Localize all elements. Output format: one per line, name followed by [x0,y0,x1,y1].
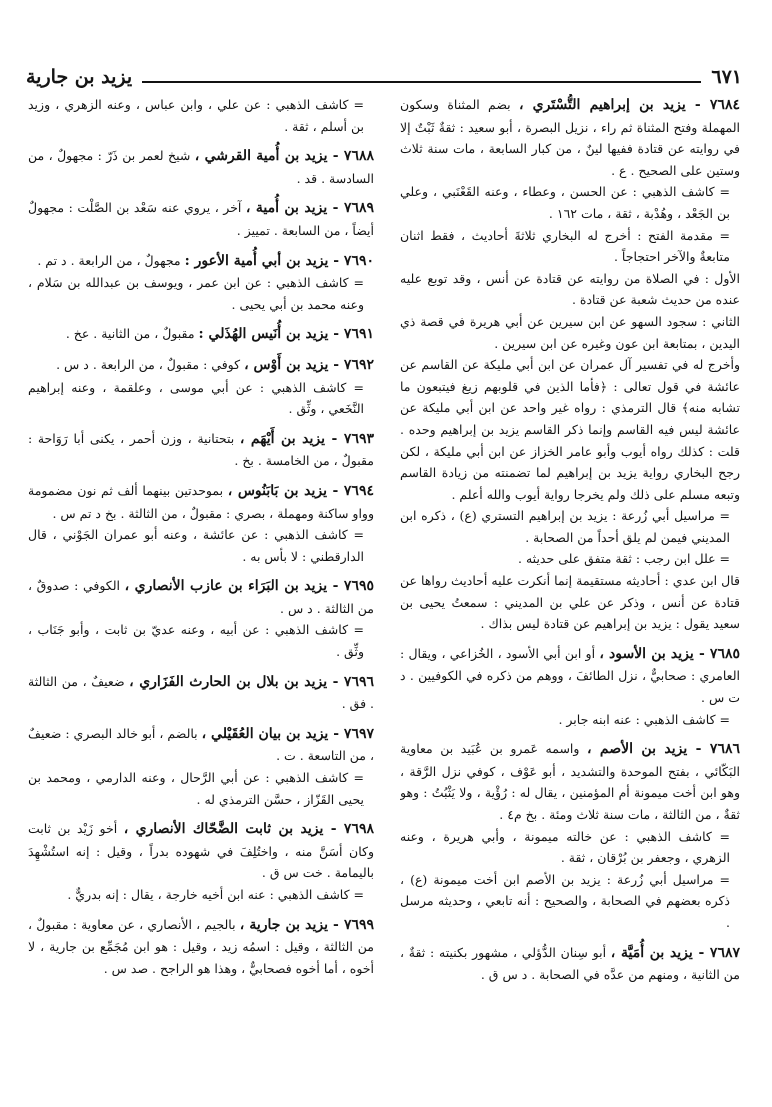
running-head: يزيد بن جارية [26,66,133,88]
entry-text: أخو زَيْد بن ثابت وكان أسَنَّ منه ، واختُلِفَ في شهوده بدراً ، وقيل : إنه استُشْهِدَ باليمامة . خت س ق . [28,821,374,881]
page-number: ٦٧١ [711,66,742,88]
entry-heading: ٧٦٩٥ - يزيد بن البَرَاء بن عازب الأنصاري ، [124,578,374,595]
annotation-line: = علل ابن رجب : ثقة متفق على حديثه . [518,551,730,567]
body-paragraph: قال ابن عدي : أحاديثه مستقيمة إنما أنكرت عليه أحاديث رواها عن قتادة عن أنس ، وذكر عن علي بن المديني : سمعتُ يحيى بن سعيد يقول : يزيد بن إبراهيم عن قتادة ليس بذاك . [400,573,740,632]
entry [28,323,374,346]
annotation-line: = مقدمة الفتح : أخرج له البخاري ثلاثةَ أحاديث ، فقط اثنان متابعةٌ والآخر احتجاجاً . [400,227,730,265]
annotation-line: = كاشف الذهبي : عن ابن عمر ، ويوسف بن عبدالله بن سَلام ، وعنه محمد بن أبي يحيى . [28,275,364,312]
right-column [400,94,740,1094]
entry-text: ضعيفٌ ، من الثالثة . فق . [28,673,374,712]
entry [400,942,740,986]
entry-heading: ٧٦٩٠ - يزيد بن أبي أُمية الأعور : [184,252,374,269]
entry-heading: ٧٦٩٨ - يزيد بن ثابت الضَّحّاك الأنصاري ، [123,821,374,838]
entry [400,643,740,709]
entry-heading: ٧٦٩٦ - يزيد بن بلال بن الحارث الفَزَاري ، [129,673,374,690]
entry [28,818,374,884]
entry [28,914,374,980]
annotation-line: = كاشف الذهبي : عن أبيه ، وعنه عديّ بن ثابت ، وأبو جَنَاب ، وثِّق . [28,622,364,660]
entry-text: مجهولٌ ، من الرابعة . د تم . [37,252,185,268]
entry [28,575,374,619]
entry [28,480,374,524]
entry-text: الكوفي : صدوقٌ ، من الثالثة . د س . [28,578,374,616]
page-header [26,58,742,88]
entry-heading: ٧٦٩٤ - يزيد بن بَابَنُوس ، [227,482,374,499]
annotation-line: = كاشف الذهبي : عن عائشة ، وعنه أبو عمران الجَوْني ، قال الدارقطني : لا بأس به . [28,527,364,564]
annotation-line: = كاشف الذهبي : عن الحسن ، وعطاء ، وعنه القَعْنَبي ، وعلي بن الجَعْد ، وهُدْبة ، ثقة ، مات ١٦٢ . [400,184,730,221]
body-paragraph: الأول : في الصلاة من روايته عن قتادة عن أنس ، وقد توبع عليه عنده من حديث شعبة عن قتادة . [400,270,740,308]
annotation-line: = كاشف الذهبي : عن خالته ميمونة ، وأبي هريرة ، وعنه الزهري ، وجعفر بن بُرْقان ، ثقة . [400,828,730,866]
entry [28,250,374,273]
annotation-line: = كاشف الذهبي : عن أبي الرَّحال ، وعنه الدارمي ، ومحمد بن يحيى القَزّاز ، حسَّن الترمذي له . [28,770,364,807]
annotation-line: = مراسيل أبي زُرعة : يزيد بن إبراهيم التستري (ع) ، ذكره ابن المديني فيمن لم يلق أحداً من الصحابة . [400,508,730,545]
entry-text: بموحدتين بينهما ألف ثم نون مضمومة وواو ساكنة ومهملة ، بصري : مقبولٌ ، من الثالثة . بخ د تم س . [28,482,374,521]
entry [28,723,374,767]
annotation-line: = كاشف الذهبي : عن علي ، وابن عباس ، وعنه الزهري ، وزيد بن أسلم ، ثقة . [28,97,364,134]
annotation-line: = كاشف الذهبي : عنه ابنه جابر . [558,711,730,727]
header-rule [142,81,701,83]
entry-text: أو ابن أبي الأسود ، الخُزاعي ، ويقال : العامري : صحابيٌّ ، نزل الطائفَ ، ووهم من ذكره في الكوفيين . د ت س . [400,645,740,706]
entry-text: بالضم ، أبو خالد البصري : ضعيفٌ ، من التاسعة . ت . [28,725,374,764]
entry [400,738,740,825]
entry-heading: ٧٦٩١ - يزيد بن أُنَيس الهُذَلي : [198,326,374,343]
entry-text: بضم المثناة وسكون المهملة وفتح المثناة ثم راء ، نزيل البصرة ، أبو سعيد : ثقةٌ ثَبْتٌ إلا في روايته عن قتادة ففيها لينٌ ، من كبار السابعة ، مات سنة ثلاث وستين على الصحيح . ع . [400,97,740,178]
entry-text: بالجيم ، الأنصاري ، عن معاوية : مقبولٌ ، من الثالثة ، وقيل : اسمُه زيد ، وقيل : هو ابن مُجَمِّع بن جارية ، لا أخوه ، أما أخوه فصحابيٌّ ، وهذا هو الراجح . صد س . [28,916,374,976]
entry [28,428,374,472]
annotation-line: = مراسيل أبي زُرعة : يزيد بن الأصم ابن أخت ميمونة (ع) ، ذكره بعضهم في الصحابة ، والصحيح : أنه تابعي ، وحديثه مرسل . [400,871,730,930]
entry-text: واسمه عَمرو بن عُبَيد بن معاوية البَكّائي ، بفتح الموحدة والتشديد ، أبو عَوْف ، كوفي نزل الرَّقة ، وهو ابن أخت ميمونة أم المؤمنين ، يقال له : رُؤْية ، ولا يَثْبُتُ : وهو ثقةٌ ، من الثالثة ، مات سنة ثلاث ومئة . بخ م٤ . [400,741,740,822]
entry [400,94,740,181]
entry-text: كوفي : مقبولٌ ، من الرابعة . د س . [56,356,245,372]
entry-text: شيخ لعمر بن ذَرّ : مجهولٌ ، من السادسة . قد . [28,148,374,186]
entry-text: آخر ، يروي عنه سَعْد بن الصَّلْت : مجهولٌ أيضاً ، من السابعة . تمييز . [28,200,374,238]
entry-heading: ٧٦٩٩ - يزيد بن جارية ، [239,916,374,933]
entry-text: بتحتانية ، وزن أحمر ، يكنى أبا رَوَاحة : مقبولٌ ، من الخامسة . بخ . [28,430,374,469]
entry [28,145,374,189]
entry-heading: ٧٦٩٣ - يزيد بن أَيْهَم ، [239,430,374,447]
entry-heading: ٧٦٨٥ - يزيد بن الأسود ، [599,645,740,662]
entry-heading: ٧٦٨٩ - يزيد بن أُمية ، [245,200,374,217]
body-paragraph: وأخرج له في تفسير آل عمران عن ابن أبي مليكة عن القاسم عن عائشة في قول تعالى : ﴿فأما الذين في قلوبهم زيغ فيتبعون ما تشابه منه﴾ قال الترمذي : رواه غير واحد عن ابن أبي مليكة عن عائشة ليس فيه القاسم وإنما ذكر القاسم يزيد بن إبراهيم وحده . قلت : كذلك رواه أيوب وأبو عامر الخزاز عن ابن أبي مليكة ، لكن رجح البخاري رواية يزيد بن إبراهيم لما تضمنته من زيادة القاسم وتبعه مسلم على ذلك ولم يخرجا رواية أيوب والله أعلم . [400,357,740,502]
entry [28,354,374,377]
annotation-line: = كاشف الذهبي : عنه ابن أخيه خارجة ، يقال : إنه بدريٌّ . [67,887,364,902]
annotation-line: = كاشف الذهبي : عن أبي موسى ، وعلقمة ، وعنه إبراهيم النَّخَعي ، وثِّق . [28,379,364,417]
entry-text: مقبولٌ ، من الثانية . عخ . [65,326,199,342]
entry [28,197,374,241]
body-paragraph: الثاني : سجود السهو عن ابن سيرين عن أبي هريرة في قصة ذي اليدين ، بمتابعة ابن عون وغيره عن ابن سيرين . [400,313,740,351]
left-column [28,94,374,1094]
entry-heading: ٧٦٨٦ - يزيد بن الأصم ، [586,741,740,758]
entry-heading: ٧٦٨٨ - يزيد بن أُمية القرشي ، [194,148,374,165]
entry-heading: ٧٦٩٢ - يزيد بن أَوْس ، [244,356,374,373]
entry-heading: ٧٦٨٤ - يزيد بن إبراهيم التُّسْتَري ، [518,97,740,113]
entry [28,671,374,715]
entry-text: أبو سِنان الدُّؤلي ، مشهور بكنيته : ثقةٌ ، من الثانية ، ومنهم من عدَّه في الصحابة . د س ق . [400,944,740,983]
entry-heading: ٧٦٨٧ - يزيد بن أُمَيَّة ، [610,944,740,961]
entry-heading: ٧٦٩٧ - يزيد بن بيان العُقَيْلي ، [201,725,374,742]
